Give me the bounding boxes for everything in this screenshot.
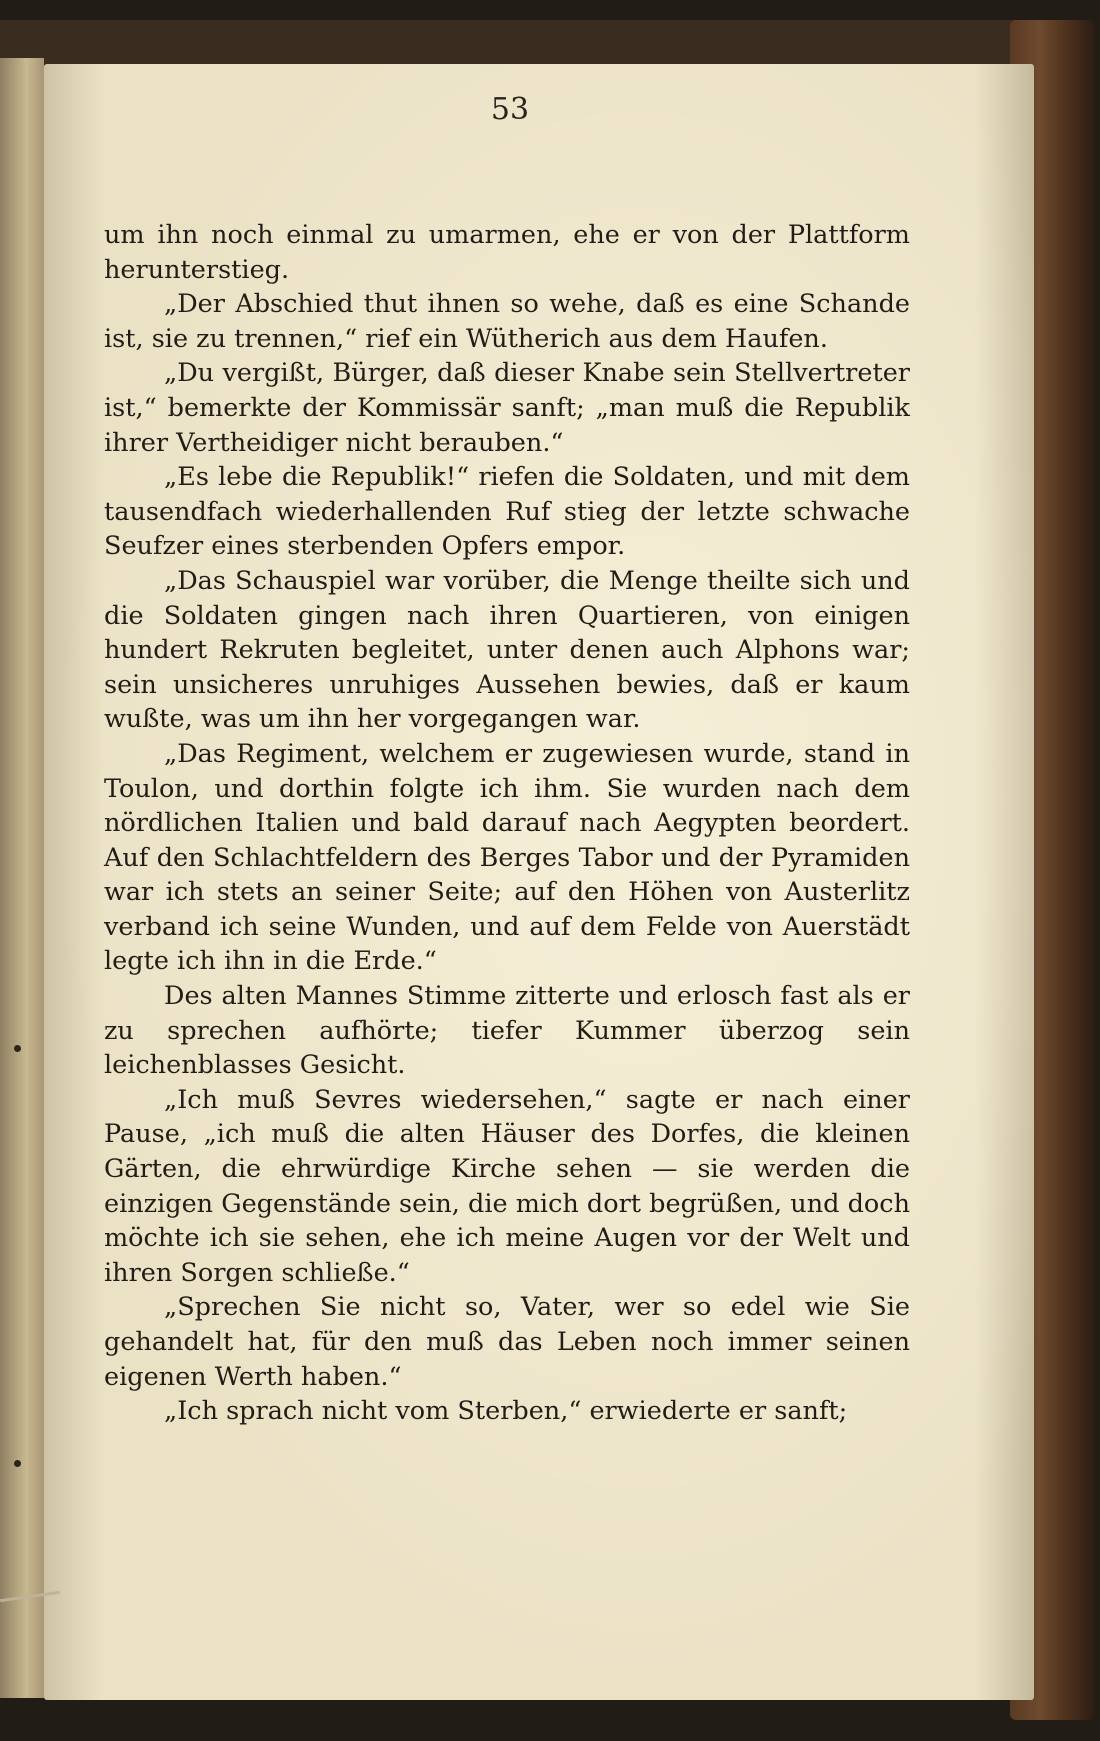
facing-page-edge [0,58,44,1698]
paragraph: Des alten Mannes Stimme zitterte und erlosch fast als er zu sprechen aufhörte; tiefer Kummer überzog sein leichenblasses Gesicht. [104,981,910,1081]
paragraph: „Ich sprach nicht vom Sterben,“ erwiederte er sanft; [164,1396,848,1427]
paragraph: „Es lebe die Republik!“ riefen die Soldaten, und mit dem tausendfach wiederhallenden Ruf stieg der letzte schwache Seufzer eines sterbenden Opfers empor. [104,462,910,562]
paragraph: um ihn noch einmal zu umarmen, ehe er von der Plattform herunterstieg. [104,220,910,285]
paragraph: „Ich muß Sevres wiedersehen,“ sagte er nach einer Pause, „ich muß die alten Häuser des Dorfes, die kleinen Gärten, die ehrwürdige Kirche sehen — sie werden die einzigen Gegenstände sein, die mich dort begrüßen, und doch möchte ich sie sehen, ehe ich meine Augen vor der Welt und ihren Sorgen schließe.“ [104,1084,910,1288]
book-cover-top-edge [0,20,1060,70]
paragraph: „Das Schauspiel war vorüber, die Menge theilte sich und die Soldaten gingen nach ihren Quartieren, von einigen hundert Rekruten begleitet, unter denen auch Alphons war; sein unsicheres unruhiges Aussehen bewies, daß er kaum wußte, was um ihn her vorgegangen war. [104,565,910,735]
binding-hole-icon [14,1045,21,1052]
paragraph: „Der Abschied thut ihnen so wehe, daß es eine Schande ist, sie zu trennen,“ rief ein Wütherich aus dem Haufen. [104,289,910,354]
binding-hole-icon [14,1460,21,1467]
paragraph: „Das Regiment, welchem er zugewiesen wurde, stand in Toulon, und dorthin folgte ich ihm. Sie wurden nach dem nördlichen Italien und bald darauf nach Aegypten beordert. Auf den Schlachtfeldern des Berges Tabor und der Pyramiden war ich stets an seiner Seite; auf den Höhen von Austerlitz verband ich seine Wunden, und auf dem Felde von Auerstädt legte ich ihn in die Erde.“ [104,738,910,977]
page-number: 53 [490,92,530,127]
body-text [104,218,910,1429]
paragraph: „Sprechen Sie nicht so, Vater, wer so edel wie Sie gehandelt hat, für den muß das Leben noch immer seinen eigenen Werth haben.“ [104,1292,910,1392]
paragraph: „Du vergißt, Bürger, daß dieser Knabe sein Stellvertreter ist,“ bemerkte der Kommissär sanft; „man muß die Republik ihrer Vertheidiger nicht berauben.“ [104,358,910,458]
